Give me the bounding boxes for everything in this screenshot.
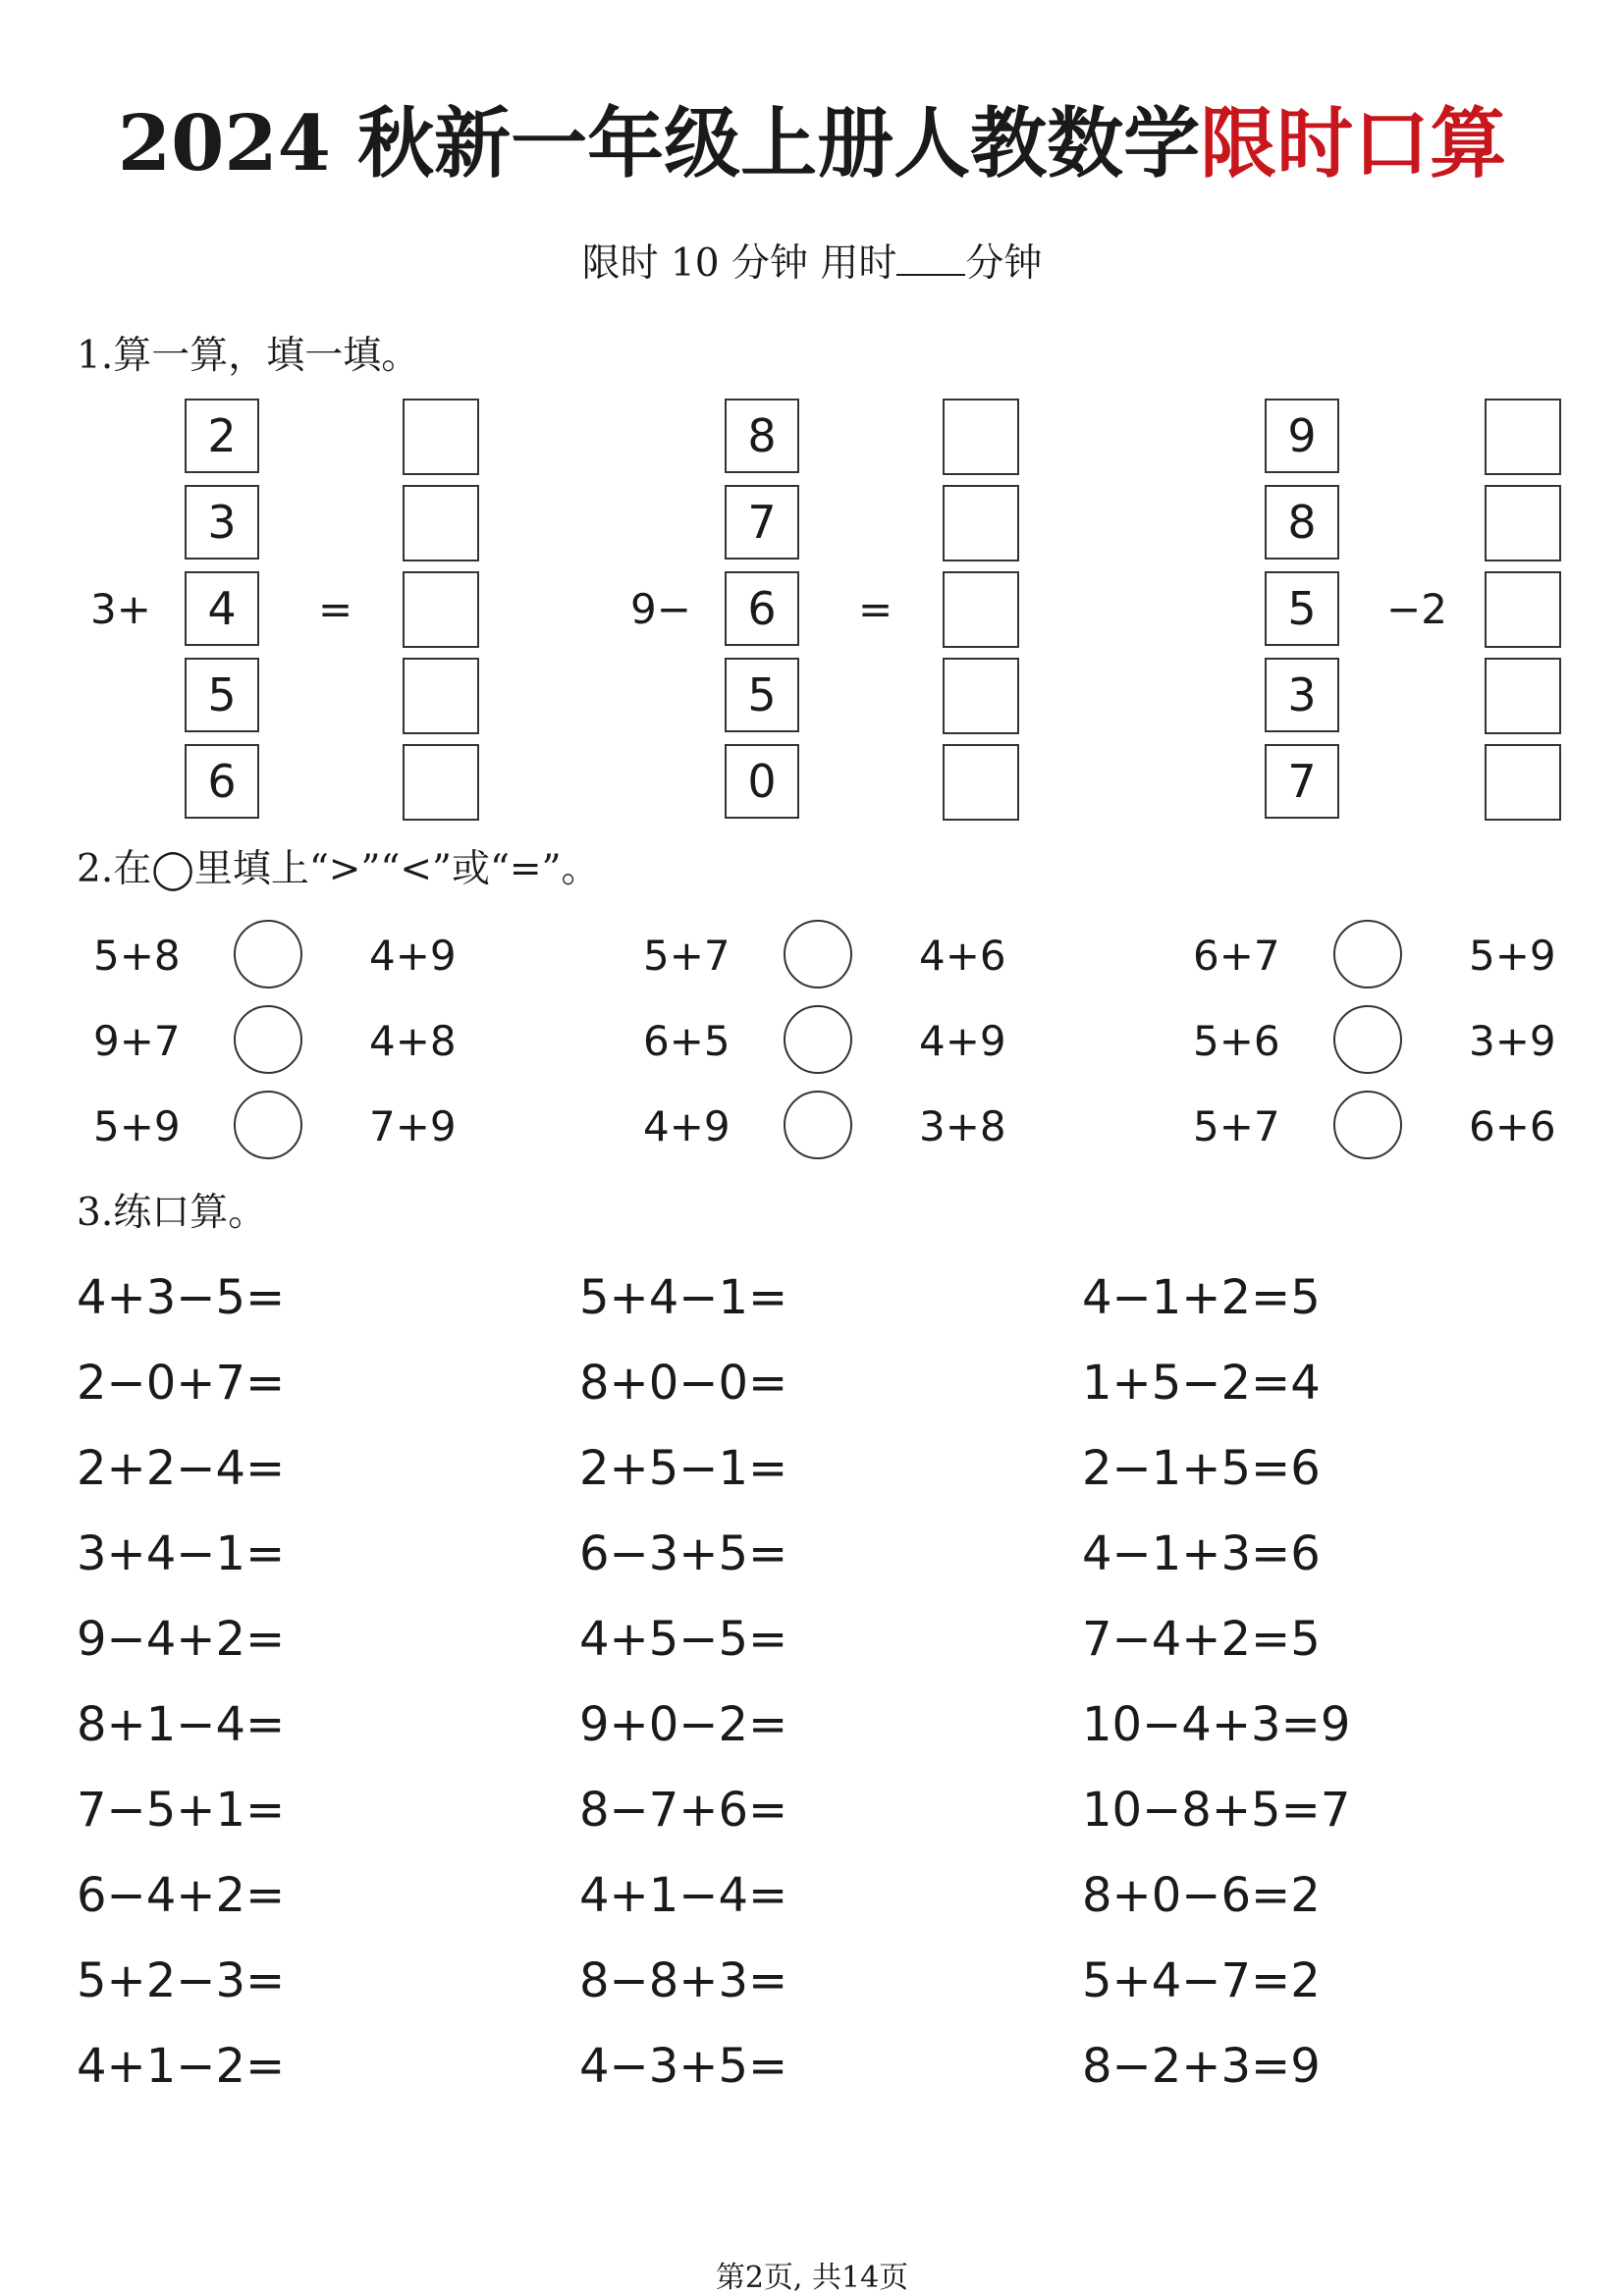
operator-right: −2 — [1386, 585, 1447, 633]
compare-circle[interactable] — [234, 1091, 302, 1159]
answer-box[interactable] — [1485, 744, 1561, 821]
compare-right-expr: 3+9 — [1469, 1017, 1556, 1065]
answer-box[interactable] — [403, 571, 479, 648]
answer-box[interactable] — [1485, 571, 1561, 648]
compare-circle[interactable] — [784, 1091, 852, 1159]
page-footer: 第2页, 共14页 — [715, 2261, 909, 2295]
arithmetic-problem[interactable]: 5+4−1= — [579, 1270, 788, 1325]
page-title — [0, 99, 1624, 188]
arithmetic-problem[interactable]: 4+1−4= — [579, 1868, 788, 1923]
compare-right-expr: 4+6 — [919, 932, 1006, 980]
compare-circle[interactable] — [234, 920, 302, 988]
operand-box: 9 — [1265, 399, 1339, 473]
compare-right-expr: 3+8 — [919, 1102, 1006, 1150]
answer-box[interactable] — [943, 658, 1019, 734]
compare-right-expr: 7+9 — [369, 1102, 457, 1150]
answer-box[interactable] — [943, 399, 1019, 475]
arithmetic-problem[interactable]: 2−1+5=6 — [1082, 1441, 1321, 1496]
compare-left-expr: 6+7 — [1193, 932, 1280, 980]
arithmetic-problem[interactable]: 8+0−6=2 — [1082, 1868, 1321, 1923]
arithmetic-problem[interactable]: 4+1−2= — [77, 2039, 286, 2094]
compare-left-expr: 6+5 — [643, 1017, 731, 1065]
operand-box: 0 — [725, 744, 799, 819]
compare-left-expr: 5+8 — [93, 932, 181, 980]
compare-circle[interactable] — [234, 1005, 302, 1074]
compare-left-expr: 5+6 — [1193, 1017, 1280, 1065]
arithmetic-problem[interactable]: 3+4−1= — [77, 1526, 286, 1581]
operator-left: 9− — [630, 585, 691, 633]
compare-circle[interactable] — [784, 1005, 852, 1074]
answer-box[interactable] — [403, 485, 479, 561]
operator-left: 3+ — [90, 585, 151, 633]
arithmetic-problem[interactable]: 4+3−5= — [77, 1270, 286, 1325]
arithmetic-problem[interactable]: 2+2−4= — [77, 1441, 286, 1496]
answer-box[interactable] — [403, 399, 479, 475]
arithmetic-problem[interactable]: 2+5−1= — [579, 1441, 788, 1496]
arithmetic-problem[interactable]: 4−3+5= — [579, 2039, 788, 2094]
compare-left-expr: 9+7 — [93, 1017, 181, 1065]
answer-box[interactable] — [943, 571, 1019, 648]
compare-right-expr: 4+8 — [369, 1017, 457, 1065]
operand-box: 3 — [1265, 658, 1339, 732]
compare-left-expr: 4+9 — [643, 1102, 731, 1150]
compare-circle[interactable] — [1333, 1005, 1402, 1074]
arithmetic-problem[interactable]: 4+5−5= — [579, 1612, 788, 1667]
section-2-heading: 2.在◯里填上“>”“<”或“=”。 — [77, 847, 600, 891]
answer-box[interactable] — [403, 658, 479, 734]
arithmetic-problem[interactable]: 4−1+3=6 — [1082, 1526, 1321, 1581]
answer-box[interactable] — [1485, 399, 1561, 475]
operand-box: 6 — [185, 744, 259, 819]
arithmetic-problem[interactable]: 8+0−0= — [579, 1356, 788, 1411]
subtitle — [0, 239, 1624, 286]
arithmetic-problem[interactable]: 8−8+3= — [579, 1953, 788, 2008]
section-1-heading: 1.算一算，填一填。 — [77, 334, 420, 378]
section-3-heading: 3.练口算。 — [77, 1191, 267, 1235]
arithmetic-problem[interactable]: 7−4+2=5 — [1082, 1612, 1321, 1667]
compare-right-expr: 4+9 — [919, 1017, 1006, 1065]
arithmetic-problem[interactable]: 9−4+2= — [77, 1612, 286, 1667]
equals-sign: = — [858, 585, 893, 633]
operand-box: 8 — [1265, 485, 1339, 560]
compare-circle[interactable] — [784, 920, 852, 988]
operand-box: 7 — [725, 485, 799, 560]
time-used-blank[interactable] — [896, 239, 965, 276]
answer-box[interactable] — [1485, 485, 1561, 561]
arithmetic-problem[interactable]: 1+5−2=4 — [1082, 1356, 1321, 1411]
compare-right-expr: 5+9 — [1469, 932, 1556, 980]
arithmetic-problem[interactable]: 8+1−4= — [77, 1697, 286, 1752]
title-highlight: 限时口算 — [1200, 99, 1507, 188]
arithmetic-problem[interactable]: 10−8+5=7 — [1082, 1783, 1351, 1838]
arithmetic-problem[interactable]: 5+4−7=2 — [1082, 1953, 1321, 2008]
arithmetic-problem[interactable]: 8−2+3=9 — [1082, 2039, 1321, 2094]
operand-box: 3 — [185, 485, 259, 560]
answer-box[interactable] — [403, 744, 479, 821]
arithmetic-problem[interactable]: 8−7+6= — [579, 1783, 788, 1838]
compare-left-expr: 5+9 — [93, 1102, 181, 1150]
operand-box: 8 — [725, 399, 799, 473]
arithmetic-problem[interactable]: 7−5+1= — [77, 1783, 286, 1838]
compare-left-expr: 5+7 — [643, 932, 731, 980]
compare-circle[interactable] — [1333, 1091, 1402, 1159]
compare-right-expr: 4+9 — [369, 932, 457, 980]
arithmetic-problem[interactable]: 6−4+2= — [77, 1868, 286, 1923]
answer-box[interactable] — [1485, 658, 1561, 734]
title-main: 2024 秋新一年级上册人教数学 — [117, 99, 1201, 188]
operand-box: 2 — [185, 399, 259, 473]
answer-box[interactable] — [943, 744, 1019, 821]
operand-box: 6 — [725, 571, 799, 646]
compare-right-expr: 6+6 — [1469, 1102, 1556, 1150]
compare-circle[interactable] — [1333, 920, 1402, 988]
time-limit-text: 限时 10 分钟 用时 — [581, 241, 897, 286]
operand-box: 5 — [1265, 571, 1339, 646]
arithmetic-problem[interactable]: 2−0+7= — [77, 1356, 286, 1411]
answer-box[interactable] — [943, 485, 1019, 561]
operand-box: 7 — [1265, 744, 1339, 819]
arithmetic-problem[interactable]: 5+2−3= — [77, 1953, 286, 2008]
arithmetic-problem[interactable]: 9+0−2= — [579, 1697, 788, 1752]
arithmetic-problem[interactable]: 4−1+2=5 — [1082, 1270, 1321, 1325]
equals-sign: = — [318, 585, 353, 633]
operand-box: 5 — [725, 658, 799, 732]
operand-box: 4 — [185, 571, 259, 646]
operand-box: 5 — [185, 658, 259, 732]
minutes-label: 分钟 — [965, 241, 1043, 286]
compare-left-expr: 5+7 — [1193, 1102, 1280, 1150]
arithmetic-problem[interactable]: 6−3+5= — [579, 1526, 788, 1581]
arithmetic-problem[interactable]: 10−4+3=9 — [1082, 1697, 1351, 1752]
